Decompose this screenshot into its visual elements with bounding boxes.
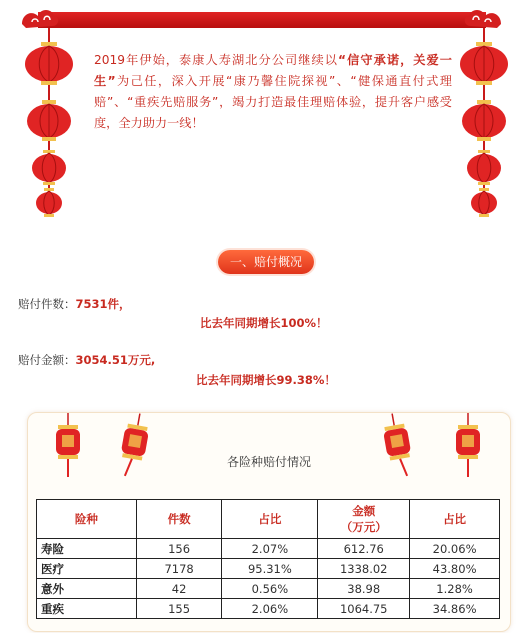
header-cell: 险种 bbox=[37, 500, 137, 539]
table-cell: 2.06% bbox=[222, 599, 318, 619]
intro-text-1: 2019年伊始，泰康人寿湖北分公司继续以 bbox=[94, 53, 339, 67]
claim-count-growth: 比去年同期增长100%！ bbox=[200, 316, 328, 330]
lantern-string-left bbox=[24, 28, 74, 218]
table-cell: 43.80% bbox=[410, 559, 500, 579]
table-cell: 0.56% bbox=[222, 579, 318, 599]
table-cell: 20.06% bbox=[410, 539, 500, 559]
table-row bbox=[37, 599, 500, 619]
table-cell: 寿险 bbox=[37, 539, 137, 559]
table-cell: 意外 bbox=[37, 579, 137, 599]
claims-table-card bbox=[27, 412, 511, 632]
claim-amount-line bbox=[18, 352, 155, 368]
claim-amount-growth: 比去年同期增长99.38%！ bbox=[196, 373, 336, 387]
lantern-icon bbox=[24, 188, 74, 218]
table-cell: 7178 bbox=[136, 559, 222, 579]
table-cell: 1338.02 bbox=[318, 559, 410, 579]
table-cell: 医疗 bbox=[37, 559, 137, 579]
table-cell: 612.76 bbox=[318, 539, 410, 559]
header-cell: 占比 bbox=[222, 500, 318, 539]
hanging-lantern-icon bbox=[110, 410, 157, 483]
section-title-badge: 一、赔付概况 bbox=[218, 250, 314, 274]
table-title: 各险种赔付情况 bbox=[226, 455, 311, 469]
header-cell: 占比 bbox=[410, 500, 500, 539]
claim-count-value: 7531件， bbox=[75, 297, 131, 311]
hanging-lantern-icon bbox=[450, 413, 486, 481]
table-cell: 34.86% bbox=[410, 599, 500, 619]
claim-amount-value: 3054.51万元, bbox=[75, 353, 156, 367]
lantern-icon bbox=[459, 100, 509, 142]
hanging-lantern-icon bbox=[50, 413, 86, 481]
header-cell: 件数 bbox=[136, 500, 222, 539]
table-cell: 2.07% bbox=[222, 539, 318, 559]
lantern-icon bbox=[459, 150, 509, 186]
table-row bbox=[37, 559, 500, 579]
table-cell: 155 bbox=[136, 599, 222, 619]
table-header-row bbox=[37, 500, 500, 539]
table-cell: 156 bbox=[136, 539, 222, 559]
claim-amount-label: 赔付金额： bbox=[18, 353, 76, 367]
table-cell: 1.28% bbox=[410, 579, 500, 599]
claims-table bbox=[36, 499, 500, 619]
lantern-string-right bbox=[459, 28, 509, 218]
intro-paragraph bbox=[94, 50, 452, 134]
table-cell: 42 bbox=[136, 579, 222, 599]
top-banner-rod bbox=[38, 12, 486, 28]
table-row bbox=[37, 539, 500, 559]
header-cell: 金额 （万元） bbox=[318, 500, 410, 539]
intro-slogan: “信守承诺，关爱一生” bbox=[94, 53, 452, 88]
table-cell: 95.31% bbox=[222, 559, 318, 579]
lantern-icon bbox=[24, 100, 74, 142]
hanging-lantern-icon bbox=[374, 410, 421, 483]
claim-count-line bbox=[18, 296, 131, 312]
table-cell: 重疾 bbox=[37, 599, 137, 619]
lantern-icon bbox=[24, 42, 74, 86]
table-row bbox=[37, 579, 500, 599]
lantern-icon bbox=[459, 188, 509, 218]
table-cell: 38.98 bbox=[318, 579, 410, 599]
lantern-icon bbox=[24, 150, 74, 186]
lantern-icon bbox=[459, 42, 509, 86]
intro-text-2: 为己任，深入开展“康乃馨住院探视”、“健保通直付式理赔”、“重疾先赔服务”，竭力打造最佳理赔体验，提升客户感受度，全力助力一线！ bbox=[94, 74, 452, 130]
claim-count-label: 赔付件数： bbox=[18, 297, 76, 311]
table-cell: 1064.75 bbox=[318, 599, 410, 619]
